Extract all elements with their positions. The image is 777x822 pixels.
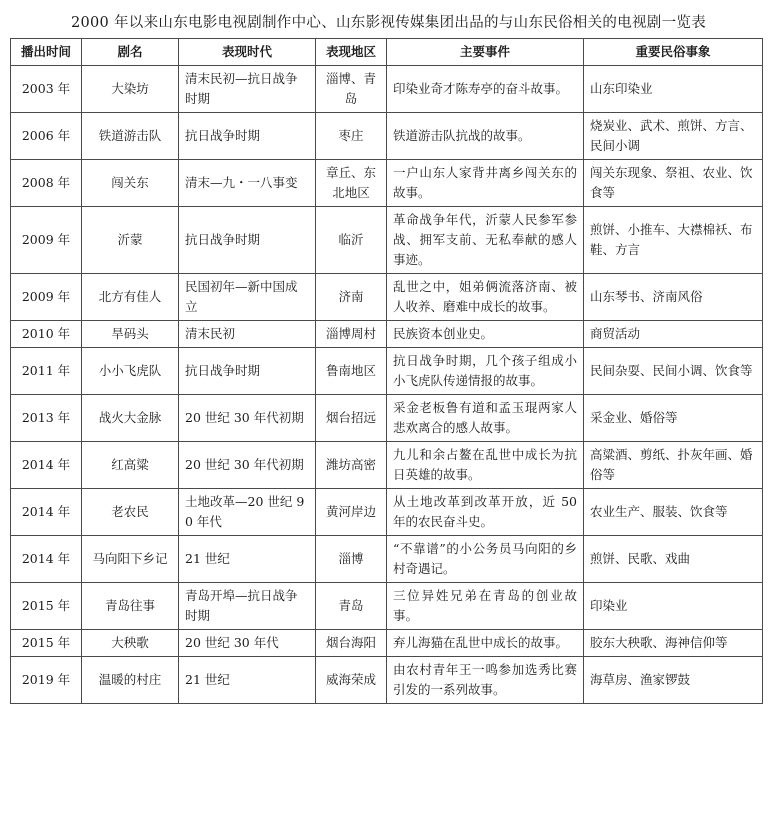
cell-era: 民国初年—新中国成立 (179, 274, 316, 321)
cell-region: 烟台招远 (316, 395, 387, 442)
cell-folk: 农业生产、服装、饮食等 (584, 489, 763, 536)
cell-folk: 民间杂耍、民间小调、饮食等 (584, 348, 763, 395)
cell-event: 三位异姓兄弟在青岛的创业故事。 (387, 583, 584, 630)
table-row (11, 207, 763, 274)
header-row (11, 39, 763, 66)
header-event: 主要事件 (387, 39, 584, 66)
cell-year: 2009 年 (11, 274, 82, 321)
cell-folk: 闯关东现象、祭祖、农业、饮食等 (584, 160, 763, 207)
cell-region: 章丘、东北地区 (316, 160, 387, 207)
cell-folk: 印染业 (584, 583, 763, 630)
cell-name: 温暖的村庄 (82, 657, 179, 704)
cell-region: 潍坊高密 (316, 442, 387, 489)
cell-event: 民族资本创业史。 (387, 321, 584, 348)
cell-year: 2013 年 (11, 395, 82, 442)
cell-name: 老农民 (82, 489, 179, 536)
cell-name: 大染坊 (82, 66, 179, 113)
cell-event: 乱世之中，姐弟俩流落济南、被人收养、磨难中成长的故事。 (387, 274, 584, 321)
cell-folk: 山东琴书、济南风俗 (584, 274, 763, 321)
cell-name: 旱码头 (82, 321, 179, 348)
cell-year: 2015 年 (11, 583, 82, 630)
cell-event: 抗日战争时期，几个孩子组成小小飞虎队传递情报的故事。 (387, 348, 584, 395)
cell-folk: 胶东大秧歌、海神信仰等 (584, 630, 763, 657)
cell-era: 抗日战争时期 (179, 348, 316, 395)
cell-era: 21 世纪 (179, 536, 316, 583)
table-row (11, 583, 763, 630)
cell-era: 20 世纪 30 年代初期 (179, 442, 316, 489)
cell-region: 枣庄 (316, 113, 387, 160)
table-row (11, 536, 763, 583)
cell-era: 土地改革—20 世纪 90 年代 (179, 489, 316, 536)
cell-name: 闯关东 (82, 160, 179, 207)
cell-name: 沂蒙 (82, 207, 179, 274)
cell-era: 清末—九・一八事变 (179, 160, 316, 207)
cell-name: 马向阳下乡记 (82, 536, 179, 583)
cell-folk: 煎饼、民歌、戏曲 (584, 536, 763, 583)
cell-year: 2011 年 (11, 348, 82, 395)
cell-year: 2015 年 (11, 630, 82, 657)
cell-region: 淄博、青岛 (316, 66, 387, 113)
table-title: 2000 年以来山东电影电视剧制作中心、山东影视传媒集团出品的与山东民俗相关的电视剧一览表 (70, 15, 706, 31)
cell-region: 淄博 (316, 536, 387, 583)
table-row (11, 66, 763, 113)
header-name: 剧名 (82, 39, 179, 66)
cell-name: 小小飞虎队 (82, 348, 179, 395)
cell-year: 2003 年 (11, 66, 82, 113)
cell-era: 清末民初 (179, 321, 316, 348)
cell-year: 2006 年 (11, 113, 82, 160)
cell-era: 抗日战争时期 (179, 113, 316, 160)
cell-name: 青岛往事 (82, 583, 179, 630)
document-page (10, 8, 767, 704)
table-row (11, 348, 763, 395)
cell-year: 2010 年 (11, 321, 82, 348)
table-row (11, 274, 763, 321)
table-row (11, 442, 763, 489)
cell-era: 20 世纪 30 年代初期 (179, 395, 316, 442)
cell-year: 2019 年 (11, 657, 82, 704)
cell-region: 黄河岸边 (316, 489, 387, 536)
cell-name: 大秧歌 (82, 630, 179, 657)
cell-era: 21 世纪 (179, 657, 316, 704)
cell-region: 鲁南地区 (316, 348, 387, 395)
header-era: 表现时代 (179, 39, 316, 66)
cell-region: 威海荣成 (316, 657, 387, 704)
cell-event: 由农村青年王一鸣参加选秀比赛引发的一系列故事。 (387, 657, 584, 704)
cell-era: 20 世纪 30 年代 (179, 630, 316, 657)
cell-folk: 山东印染业 (584, 66, 763, 113)
table-body (11, 66, 763, 704)
cell-event: 铁道游击队抗战的故事。 (387, 113, 584, 160)
cell-region: 淄博周村 (316, 321, 387, 348)
cell-year: 2014 年 (11, 442, 82, 489)
cell-year: 2009 年 (11, 207, 82, 274)
cell-folk: 高粱酒、剪纸、扑灰年画、婚俗等 (584, 442, 763, 489)
cell-event: 采金老板鲁有道和孟玉琨两家人悲欢离合的感人故事。 (387, 395, 584, 442)
cell-folk: 采金业、婚俗等 (584, 395, 763, 442)
cell-era: 抗日战争时期 (179, 207, 316, 274)
cell-event: 革命战争年代，沂蒙人民参军参战、拥军支前、无私奉献的感人事迹。 (387, 207, 584, 274)
cell-region: 济南 (316, 274, 387, 321)
cell-name: 铁道游击队 (82, 113, 179, 160)
cell-region: 青岛 (316, 583, 387, 630)
cell-year: 2014 年 (11, 489, 82, 536)
header-folk: 重要民俗事象 (584, 39, 763, 66)
cell-event: 弃儿海猫在乱世中成长的故事。 (387, 630, 584, 657)
table-row (11, 630, 763, 657)
drama-table (10, 38, 763, 704)
table-row (11, 395, 763, 442)
cell-name: 战火大金脉 (82, 395, 179, 442)
cell-name: 红高粱 (82, 442, 179, 489)
cell-event: 印染业奇才陈寿亭的奋斗故事。 (387, 66, 584, 113)
cell-event: 一户山东人家背井离乡闯关东的故事。 (387, 160, 584, 207)
cell-region: 烟台海阳 (316, 630, 387, 657)
cell-folk: 烧炭业、武术、煎饼、方言、民间小调 (584, 113, 763, 160)
cell-era: 清末民初—抗日战争时期 (179, 66, 316, 113)
table-row (11, 113, 763, 160)
cell-era: 青岛开埠—抗日战争时期 (179, 583, 316, 630)
cell-event: 九儿和余占鳌在乱世中成长为抗日英雄的故事。 (387, 442, 584, 489)
cell-year: 2008 年 (11, 160, 82, 207)
cell-name: 北方有佳人 (82, 274, 179, 321)
cell-folk: 海草房、渔家锣鼓 (584, 657, 763, 704)
table-row (11, 489, 763, 536)
header-year: 播出时间 (11, 39, 82, 66)
cell-event: “不靠谱”的小公务员马向阳的乡村奇遇记。 (387, 536, 584, 583)
cell-region: 临沂 (316, 207, 387, 274)
cell-folk: 商贸活动 (584, 321, 763, 348)
cell-event: 从土地改革到改革开放，近 50 年的农民奋斗史。 (387, 489, 584, 536)
table-row (11, 321, 763, 348)
header-region: 表现地区 (316, 39, 387, 66)
table-row (11, 657, 763, 704)
table-row (11, 160, 763, 207)
cell-folk: 煎饼、小推车、大襟棉袄、布鞋、方言 (584, 207, 763, 274)
cell-year: 2014 年 (11, 536, 82, 583)
